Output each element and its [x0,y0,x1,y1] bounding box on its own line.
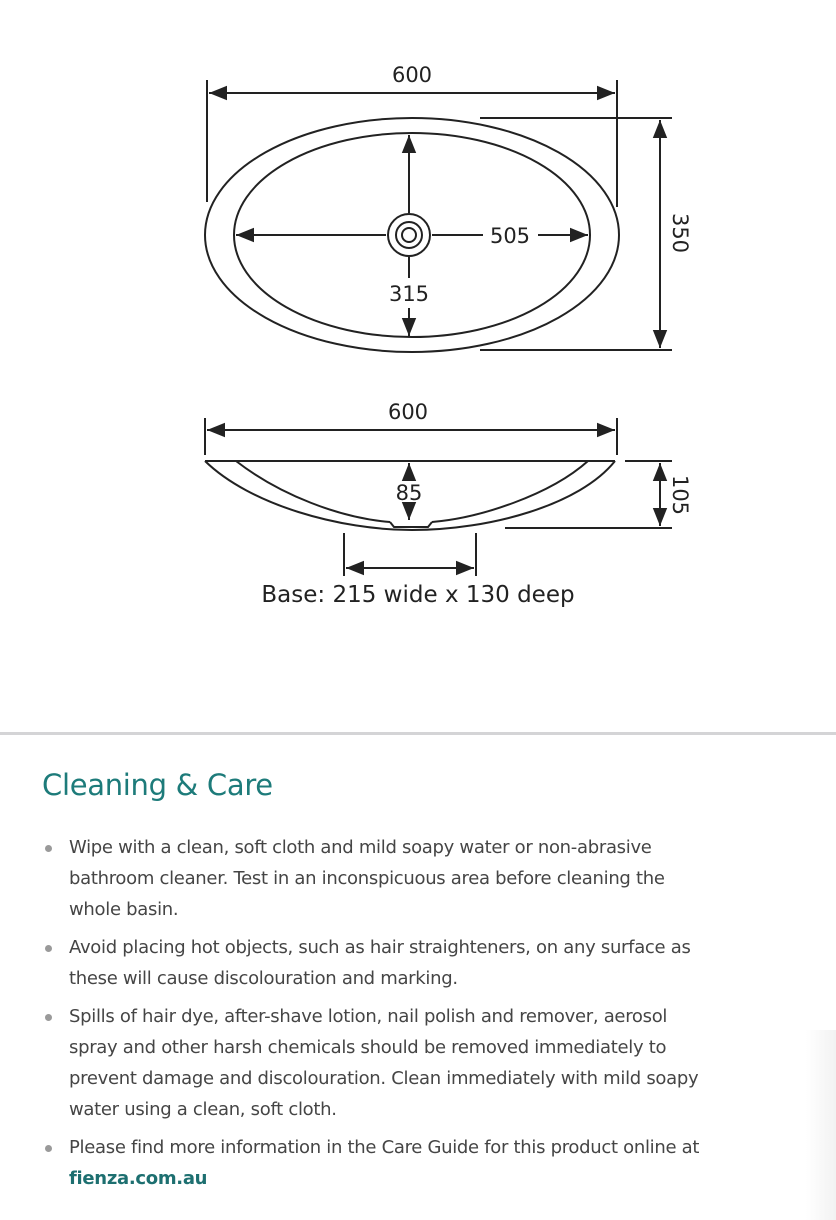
section-title: Cleaning & Care [42,768,273,802]
top-inner-depth-label: 315 [388,282,430,306]
list-item-text: Please find more information in the Care Guide for this product online at [69,1137,700,1158]
top-inner-width-label: 505 [489,224,531,248]
list-item [42,1132,702,1194]
section-divider [0,732,836,735]
list-item-text: Avoid placing hot objects, such as hair straighteners, on any surface as these will cause discolouration and marking. [69,937,691,989]
top-depth-label: 350 [668,212,692,254]
edge-shadow [806,1030,836,1220]
side-inner-depth-label: 85 [395,481,423,505]
list-item-text: Wipe with a clean, soft cloth and mild soapy water or non-abrasive bathroom cleaner. Test in an inconspicuous area before cleaning the whole basin. [69,837,665,920]
top-view [205,80,672,352]
list-item [42,932,702,994]
side-height-label: 105 [668,474,692,516]
side-view [205,418,672,576]
cleaning-care-section [42,768,702,1201]
list-item-text: Spills of hair dye, after-shave lotion, nail polish and remover, aerosol spray and other harsh chemicals should be removed immediately to prevent damage and discolouration. Clean immediately with mild soapy water using a clean, soft cloth. [69,1006,699,1120]
bullet-icon [45,1145,52,1152]
fienza-website-link[interactable]: fienza.com.au [69,1168,208,1189]
care-list [42,832,702,1194]
side-width-label: 600 [387,400,429,424]
list-item [42,832,702,925]
bullet-icon [45,945,52,952]
bullet-icon [45,1014,52,1021]
list-item [42,1001,702,1125]
base-dimension-label: Base: 215 wide x 130 deep [261,582,575,608]
bullet-icon [45,845,52,852]
top-width-label: 600 [391,63,433,87]
